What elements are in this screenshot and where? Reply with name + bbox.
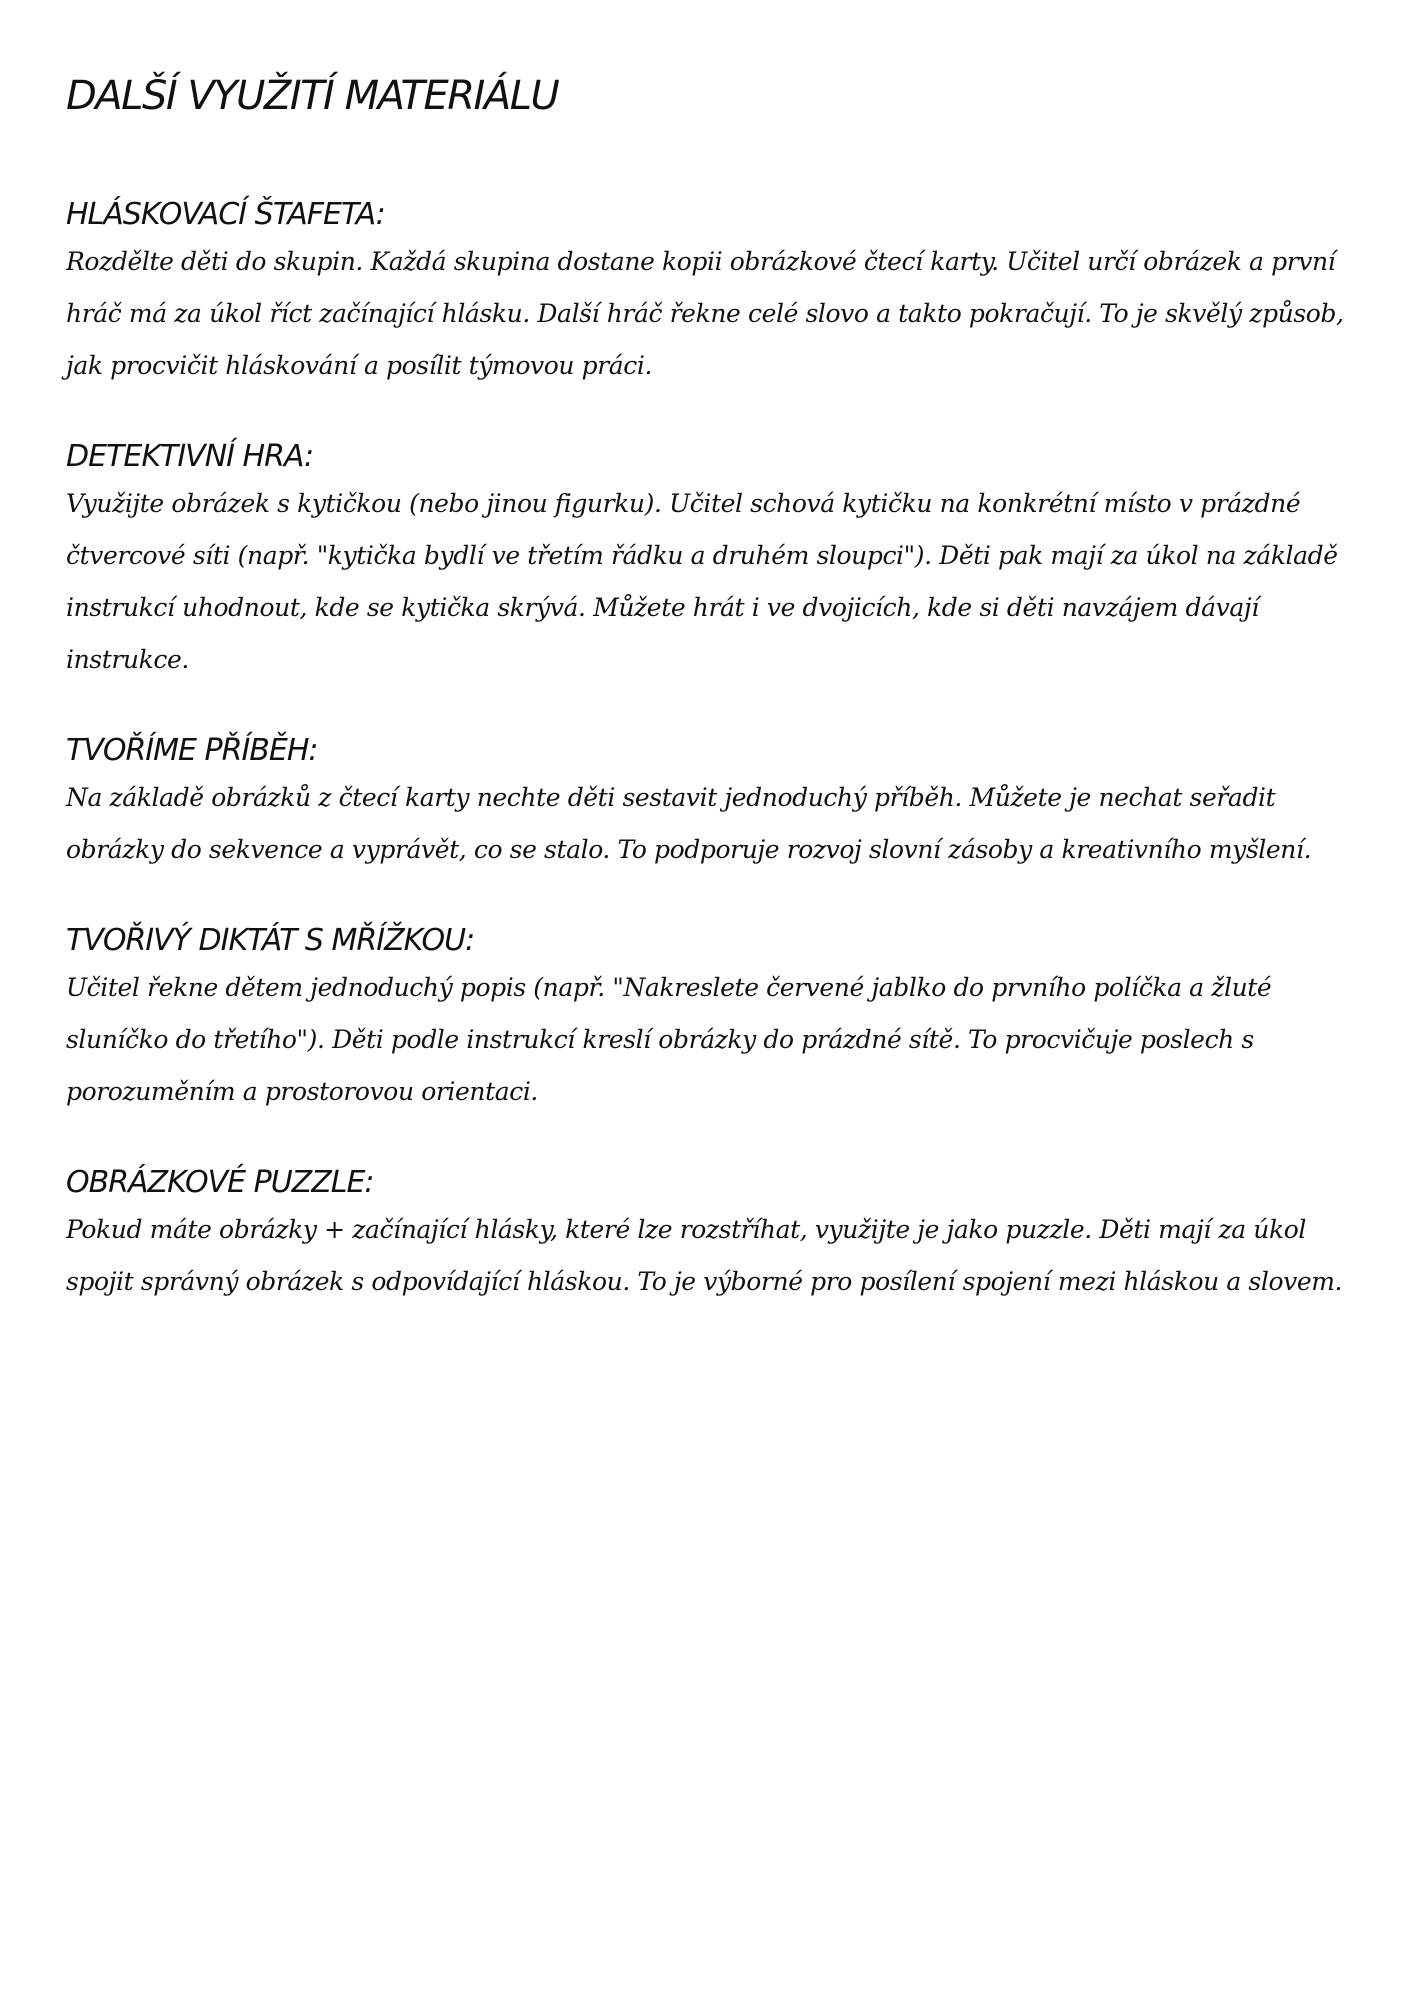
- section-hlaskovaci-stafeta: [66, 194, 1366, 392]
- section-heading: TVOŘÍME PŘÍBĚH:: [66, 733, 318, 768]
- section-obrazkove-puzzle: [66, 1162, 1366, 1308]
- section-body: Učitel řekne dětem jednoduchý popis (např. "Nakreslete červené jablko do prvního políčka a žluté sluníčko do třetího"). Děti podle instrukcí kreslí obrázky do prázdné sítě. To procvičuje poslech s porozuměním a prostorovou orientaci.: [66, 973, 1272, 1106]
- section-detektivni-hra: [66, 436, 1366, 686]
- document-page: [66, 68, 1366, 1352]
- section-heading: TVOŘIVÝ DIKTÁT S MŘÍŽKOU:: [66, 923, 475, 958]
- section-body: Rozdělte děti do skupin. Každá skupina dostane kopii obrázkové čtecí karty. Učitel určí obrázek a první hráč má za úkol říct začínající hlásku. Další hráč řekne celé slovo a takto pokračují. To je skvělý způsob, jak procvičit hláskování a posílit týmovou práci.: [66, 247, 1344, 380]
- section-body: Na základě obrázků z čtecí karty nechte děti sestavit jednoduchý příběh. Můžete je nechat seřadit obrázky do sekvence a vyprávět, co se stalo. To podporuje rozvoj slovní zásoby a kreativního myšlení.: [66, 783, 1312, 864]
- section-body: Využijte obrázek s kytičkou (nebo jinou figurku). Učitel schová kytičku na konkrétní místo v prázdné čtvercové síti (např. "kytička bydlí ve třetím řádku a druhém sloupci"). Děti pak mají za úkol na základě instrukcí uhodnout, kde se kytička skrývá. Můžete hrát i ve dvojicích, kde si děti navzájem dávají instrukce.: [66, 489, 1338, 674]
- section-body: Pokud máte obrázky + začínající hlásky, které lze rozstříhat, využijte je jako puzzle. Děti mají za úkol spojit správný obrázek s odpovídající hláskou. To je výborné pro posílení spojení mezi hláskou a slovem.: [66, 1215, 1343, 1296]
- section-tvorivy-diktat: [66, 920, 1366, 1118]
- section-tvorime-pribeh: [66, 730, 1366, 876]
- section-heading: HLÁSKOVACÍ ŠTAFETA:: [66, 197, 385, 232]
- page-title: DALŠÍ VYUŽITÍ MATERIÁLU: [66, 73, 559, 119]
- section-heading: OBRÁZKOVÉ PUZZLE:: [66, 1165, 374, 1200]
- section-heading: DETEKTIVNÍ HRA:: [66, 439, 314, 474]
